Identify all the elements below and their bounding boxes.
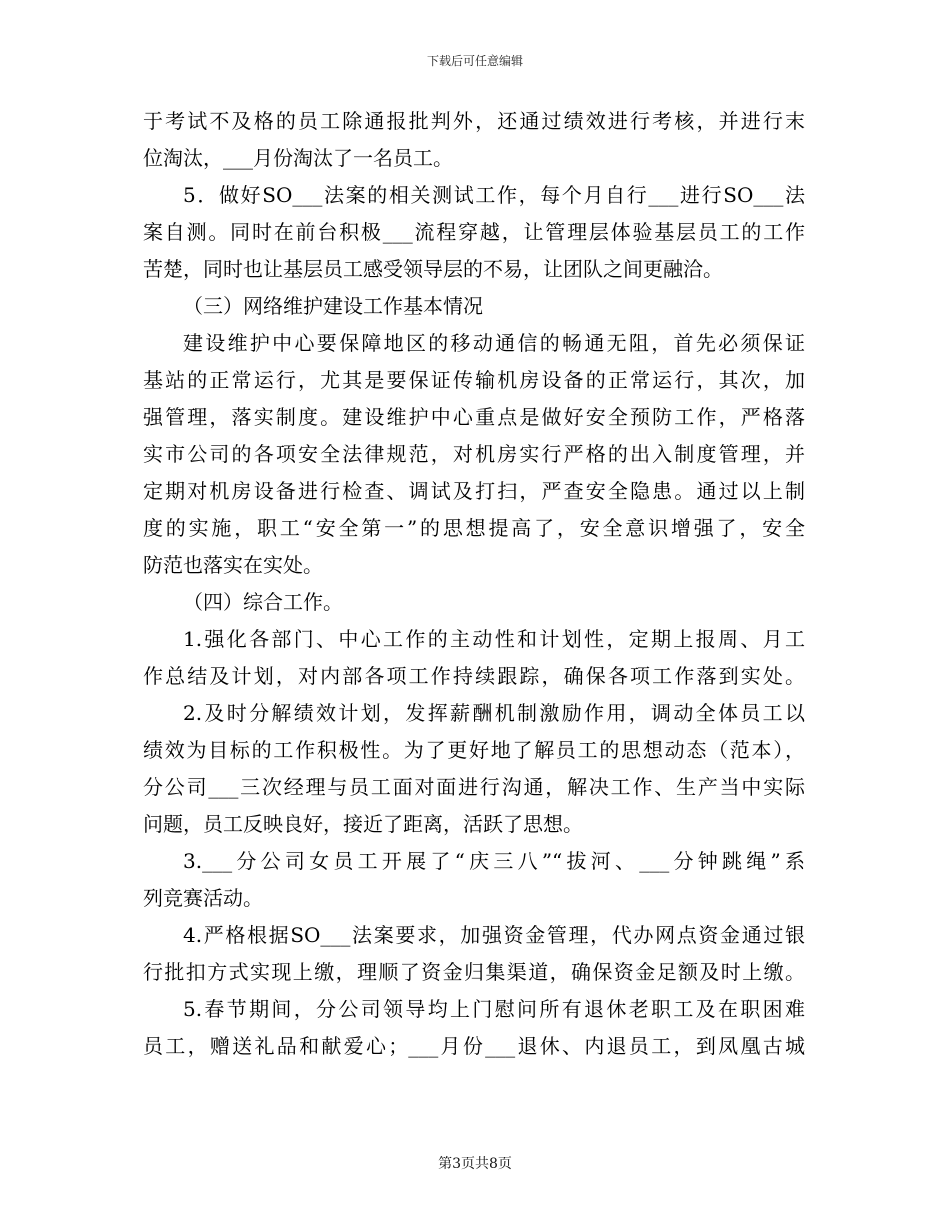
text-line: 案自测。同时在前台积极___流程穿越，让管理层体验基层员工的工作 [143, 220, 805, 244]
paragraph-item-5-spring [143, 991, 805, 1065]
text-line: 绩效为目标的工作积极性。为了更好地了解员工的思想动态（范本）， [143, 738, 805, 762]
text-line: 5.春节期间，分公司领导均上门慰问所有退休老职工及在职困难 [183, 997, 805, 1021]
document-body [143, 103, 805, 1065]
text-line: 作总结及计划，对内部各项工作持续跟踪，确保各项工作落到实处。 [143, 664, 805, 688]
text-line: 问题，员工反映良好，接近了距离，活跃了思想。 [143, 812, 583, 836]
page-number: 第3页共8页 [438, 1156, 512, 1172]
text-line: 位淘汰，___月份淘汰了一名员工。 [143, 146, 453, 170]
paragraph-item-5-so-test [143, 177, 805, 288]
text-line: 建设维护中心要保障地区的移动通信的畅通无阻，首先必须保证 [183, 331, 805, 355]
text-line: 行批扣方式实现上缴，理顺了资金归集渠道，确保资金足额及时上缴。 [143, 960, 805, 984]
text-line: 定期对机房设备进行检查、调试及打扫，严查安全隐患。通过以上制 [143, 479, 805, 503]
section-heading-network [143, 288, 805, 325]
text-line: 5．做好SO___法案的相关测试工作，每个月自行___进行SO___法 [183, 183, 805, 207]
text-line: 员工，赠送礼品和献爱心；___月份___退休、内退员工，到凤凰古城 [143, 1034, 805, 1058]
paragraph-item-4 [143, 917, 805, 991]
text-line: 强管理，落实制度。建设维护中心重点是做好安全预防工作，严格落 [143, 405, 805, 429]
heading-text: （三）网络维护建设工作基本情况 [183, 294, 483, 318]
paragraph-network-maintenance [143, 325, 805, 584]
text-line: 实市公司的各项安全法律规范，对机房实行严格的出入制度管理，并 [143, 442, 805, 466]
text-line: 2.及时分解绩效计划，发挥薪酬机制激励作用，调动全体员工以 [183, 701, 805, 725]
paragraph-item-1 [143, 621, 805, 695]
heading-text: （四）综合工作。 [183, 590, 343, 614]
text-line: 于考试不及格的员工除通报批判外，还通过绩效进行考核，并进行末 [143, 109, 805, 133]
paragraph-item-2 [143, 695, 805, 843]
text-line: 1.强化各部门、中心工作的主动性和计划性，定期上报周、月工 [183, 627, 805, 651]
text-line: 列竞赛活动。 [143, 886, 263, 910]
paragraph-continuation [143, 103, 805, 177]
text-line: 防范也落实在实处。 [143, 553, 323, 577]
text-line: 度的实施，职工“安全第一”的思想提高了，安全意识增强了，安全 [143, 516, 805, 540]
text-line: 4.严格根据SO___法案要求，加强资金管理，代办网点资金通过银 [183, 923, 805, 947]
header-note: 下载后可任意编辑 [426, 54, 523, 68]
text-line: 基站的正常运行，尤其是要保证传输机房设备的正常运行，其次，加 [143, 368, 805, 392]
text-line: 分公司___三次经理与员工面对面进行沟通，解决工作、生产当中实际 [143, 775, 805, 799]
paragraph-item-3 [143, 843, 805, 917]
text-line: 3.___分公司女员工开展了“庆三八”“拔河、___分钟跳绳”系 [183, 849, 805, 873]
text-line: 苦楚，同时也让基层员工感受领导层的不易，让团队之间更融洽。 [143, 257, 723, 281]
section-heading-general [143, 584, 805, 621]
